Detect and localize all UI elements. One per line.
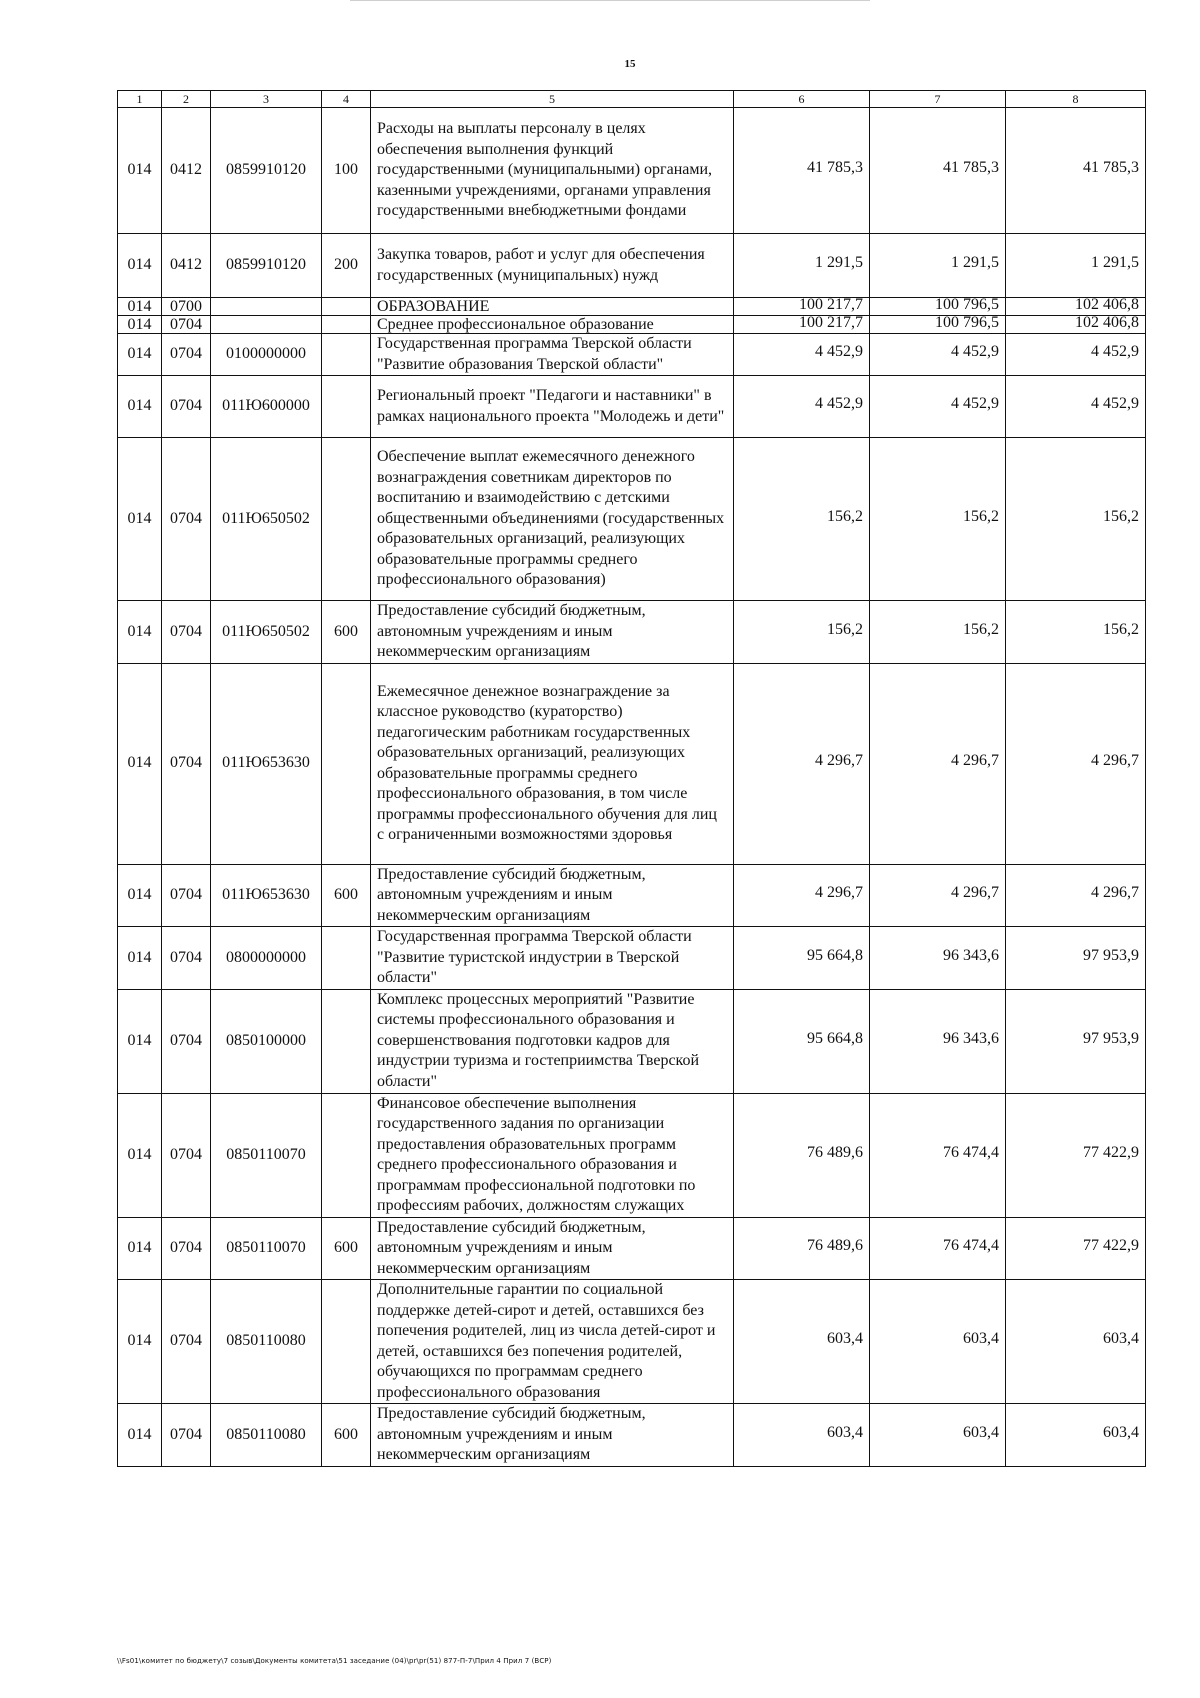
cell-ministry-code-text: 014 <box>127 1239 152 1256</box>
cell-target-article <box>211 316 322 334</box>
cell-target-article <box>211 601 322 664</box>
cell-amount-col6-text: 4 452,9 <box>815 395 863 413</box>
cell-section-code-text: 0704 <box>170 1425 202 1443</box>
cell-description-text: Государственная программа Тверской области "Развитие туристской индустрии в Тверской области" <box>377 928 692 986</box>
cell-expense-type <box>322 1280 371 1404</box>
cell-ministry-code-text: 014 <box>127 1145 152 1163</box>
cell-amount-col6 <box>734 864 870 927</box>
cell-amount-col7 <box>870 1217 1006 1280</box>
cell-amount-col8-text: 97 953,9 <box>1083 1029 1139 1047</box>
cell-ministry-code-text: 014 <box>127 886 152 903</box>
cell-target-article <box>211 334 322 376</box>
cell-expense-type <box>322 989 371 1093</box>
cell-expense-type <box>322 438 371 601</box>
cell-amount-col8 <box>1006 927 1146 990</box>
cell-amount-col8-text: 4 296,7 <box>1091 752 1139 770</box>
cell-amount-col8 <box>1006 108 1146 234</box>
cell-section-code <box>162 438 211 601</box>
cell-amount-col7 <box>870 234 1006 298</box>
cell-amount-col6 <box>734 298 870 316</box>
table-row <box>118 601 1146 664</box>
table-body <box>118 108 1146 1467</box>
cell-amount-col7-text: 4 296,7 <box>951 752 999 770</box>
cell-amount-col6-text: 4 296,7 <box>815 884 863 901</box>
cell-ministry-code <box>118 376 162 438</box>
cell-target-article-text: 0850110070 <box>226 1145 306 1163</box>
cell-amount-col8-text: 102 406,8 <box>1075 296 1139 313</box>
header-cell-2: 2 <box>162 91 211 108</box>
cell-ministry-code-text: 014 <box>127 1332 152 1350</box>
cell-amount-col7-text: 156,2 <box>963 507 999 525</box>
cell-description <box>371 438 734 601</box>
table-row <box>118 298 1146 316</box>
cell-amount-col8-text: 4 296,7 <box>1091 884 1139 901</box>
cell-target-article-text: 011Ю650502 <box>222 509 310 527</box>
cell-ministry-code <box>118 234 162 298</box>
cell-section-code <box>162 316 211 334</box>
cell-ministry-code <box>118 334 162 376</box>
cell-section-code <box>162 234 211 298</box>
cell-section-code <box>162 663 211 864</box>
cell-description-text: ОБРАЗОВАНИЕ <box>377 298 490 315</box>
cell-ministry-code-text: 014 <box>127 316 152 333</box>
cell-amount-col6-text: 4 452,9 <box>815 343 863 361</box>
cell-ministry-code <box>118 108 162 234</box>
cell-section-code-text: 0704 <box>170 1239 202 1256</box>
cell-target-article <box>211 864 322 927</box>
cell-amount-col7 <box>870 108 1006 234</box>
cell-target-article-text: 0850100000 <box>226 1031 306 1049</box>
cell-amount-col6-text: 1 291,5 <box>815 254 863 272</box>
cell-expense-type-text: 600 <box>334 886 358 903</box>
cell-amount-col6-text: 156,2 <box>827 507 863 525</box>
cell-description-text: Предоставление субсидий бюджетным, автономным учреждениям и иным некоммерческим организациям <box>377 1218 646 1277</box>
cell-target-article <box>211 989 322 1093</box>
cell-amount-col8 <box>1006 438 1146 601</box>
cell-section-code-text: 0700 <box>170 298 202 315</box>
cell-description <box>371 334 734 376</box>
cell-section-code <box>162 601 211 664</box>
header-cell-4: 4 <box>322 91 371 108</box>
cell-description-text: Финансовое обеспечение выполнения государственного задания по организации предоставления образовательных программ среднего профессионального образования и программам профессиональной подготовки по профессиям рабочих, должностям служащих <box>377 1094 696 1214</box>
cell-target-article <box>211 438 322 601</box>
cell-amount-col7-text: 4 296,7 <box>951 884 999 901</box>
cell-expense-type-text: 600 <box>334 622 358 640</box>
header-cell-8: 8 <box>1006 91 1146 108</box>
header-row <box>118 91 1146 108</box>
table-row <box>118 108 1146 234</box>
cell-amount-col8 <box>1006 1404 1146 1467</box>
cell-amount-col8-text: 603,4 <box>1103 1423 1139 1441</box>
cell-section-code-text: 0704 <box>170 948 202 966</box>
cell-ministry-code-text: 014 <box>127 256 152 274</box>
cell-expense-type <box>322 108 371 234</box>
cell-amount-col7-text: 76 474,4 <box>943 1237 999 1254</box>
cell-amount-col7 <box>870 1280 1006 1404</box>
cell-amount-col7 <box>870 334 1006 376</box>
cell-amount-col8 <box>1006 234 1146 298</box>
cell-amount-col6 <box>734 663 870 864</box>
cell-ministry-code-text: 014 <box>127 298 152 315</box>
cell-target-article <box>211 663 322 864</box>
cell-section-code-text: 0704 <box>170 622 202 640</box>
cell-section-code-text: 0412 <box>170 161 202 179</box>
cell-section-code-text: 0704 <box>170 316 202 333</box>
cell-expense-type <box>322 334 371 376</box>
page-number: 15 <box>624 58 636 70</box>
cell-amount-col6-text: 4 296,7 <box>815 752 863 770</box>
cell-amount-col8 <box>1006 298 1146 316</box>
cell-amount-col6-text: 603,4 <box>827 1423 863 1441</box>
cell-section-code <box>162 376 211 438</box>
cell-amount-col6-text: 603,4 <box>827 1330 863 1348</box>
cell-section-code-text: 0704 <box>170 1145 202 1163</box>
cell-amount-col8 <box>1006 864 1146 927</box>
cell-description-text: Среднее профессиональное образование <box>377 316 654 333</box>
cell-amount-col7-text: 603,4 <box>963 1330 999 1348</box>
cell-expense-type <box>322 601 371 664</box>
cell-ministry-code <box>118 864 162 927</box>
cell-section-code <box>162 1280 211 1404</box>
cell-section-code <box>162 1404 211 1467</box>
cell-amount-col8 <box>1006 334 1146 376</box>
cell-amount-col6 <box>734 334 870 376</box>
table-row <box>118 989 1146 1093</box>
cell-amount-col7 <box>870 989 1006 1093</box>
cell-amount-col7-text: 96 343,6 <box>943 946 999 964</box>
table-row <box>118 376 1146 438</box>
table-row <box>118 1280 1146 1404</box>
cell-description-text: Предоставление субсидий бюджетным, автономным учреждениям и иным некоммерческим организациям <box>377 1405 646 1463</box>
cell-target-article <box>211 108 322 234</box>
cell-description-text: Комплекс процессных мероприятий "Развитие системы профессионального образования и совершенствования подготовки кадров для индустрии туризма и гостеприимства Тверской области" <box>377 990 700 1090</box>
cell-description <box>371 601 734 664</box>
cell-target-article <box>211 376 322 438</box>
cell-ministry-code-text: 014 <box>127 754 152 772</box>
cell-amount-col7 <box>870 376 1006 438</box>
cell-amount-col8 <box>1006 601 1146 664</box>
cell-expense-type-text: 600 <box>334 1425 358 1443</box>
cell-amount-col7-text: 76 474,4 <box>943 1143 999 1161</box>
cell-expense-type <box>322 1217 371 1280</box>
cell-amount-col6 <box>734 376 870 438</box>
cell-amount-col6-text: 41 785,3 <box>807 159 863 177</box>
cell-section-code-text: 0704 <box>170 754 202 772</box>
cell-expense-type <box>322 1093 371 1217</box>
cell-section-code <box>162 1217 211 1280</box>
cell-ministry-code <box>118 1280 162 1404</box>
header-cell-6: 6 <box>734 91 870 108</box>
cell-amount-col6 <box>734 108 870 234</box>
cell-amount-col6 <box>734 989 870 1093</box>
cell-amount-col6-text: 76 489,6 <box>807 1237 863 1254</box>
cell-amount-col7 <box>870 927 1006 990</box>
cell-amount-col6 <box>734 927 870 990</box>
table-row <box>118 234 1146 298</box>
table-row <box>118 438 1146 601</box>
cell-amount-col7 <box>870 298 1006 316</box>
cell-target-article-text: 0800000000 <box>226 948 306 966</box>
cell-ministry-code <box>118 927 162 990</box>
cell-expense-type-text: 100 <box>334 161 358 179</box>
cell-target-article <box>211 234 322 298</box>
cell-description-text: Закупка товаров, работ и услуг для обеспечения государственных (муниципальных) нужд <box>377 246 705 284</box>
cell-target-article-text: 011Ю600000 <box>222 397 310 415</box>
cell-section-code <box>162 1093 211 1217</box>
cell-section-code <box>162 864 211 927</box>
cell-amount-col8-text: 1 291,5 <box>1091 254 1139 272</box>
cell-amount-col8 <box>1006 1093 1146 1217</box>
cell-amount-col8-text: 156,2 <box>1103 620 1139 638</box>
table-row <box>118 864 1146 927</box>
cell-description-text: Обеспечение выплат ежемесячного денежного вознаграждения советникам директоров по воспитанию и взаимодействию с детскими общественными объединениями (государственных образовательных организаций, реализующих образовательные программы среднего профессионального образования) <box>377 448 725 589</box>
cell-description-text: Ежемесячное денежное вознаграждение за классное руководство (кураторство) педагогическим работникам государственных образовательных организаций, реализующих образовательные программы среднего профессионального образования, в том числе программы профессионального обучения для лиц с ограниченными возможностями здоровья <box>377 682 717 843</box>
cell-target-article <box>211 1404 322 1467</box>
cell-description <box>371 298 734 316</box>
cell-amount-col7-text: 100 796,5 <box>935 296 999 313</box>
cell-section-code-text: 0704 <box>170 886 202 903</box>
cell-ministry-code-text: 014 <box>127 397 152 415</box>
cell-section-code <box>162 334 211 376</box>
header-cell-1: 1 <box>118 91 162 108</box>
cell-ministry-code-text: 014 <box>127 1425 152 1443</box>
cell-ministry-code <box>118 1217 162 1280</box>
cell-amount-col8-text: 4 452,9 <box>1091 343 1139 361</box>
cell-amount-col7 <box>870 316 1006 334</box>
cell-target-article <box>211 1280 322 1404</box>
cell-amount-col7-text: 1 291,5 <box>951 254 999 272</box>
cell-ministry-code-text: 014 <box>127 161 152 179</box>
cell-target-article <box>211 927 322 990</box>
cell-target-article-text: 011Ю653630 <box>222 886 310 903</box>
cell-description <box>371 1280 734 1404</box>
cell-amount-col8-text: 41 785,3 <box>1083 159 1139 177</box>
cell-description <box>371 108 734 234</box>
cell-amount-col8 <box>1006 316 1146 334</box>
cell-amount-col6 <box>734 1093 870 1217</box>
table-row <box>118 927 1146 990</box>
cell-section-code-text: 0704 <box>170 1332 202 1350</box>
cell-amount-col7-text: 603,4 <box>963 1423 999 1441</box>
cell-amount-col8 <box>1006 989 1146 1093</box>
cell-amount-col8 <box>1006 663 1146 864</box>
header-cell-7: 7 <box>870 91 1006 108</box>
cell-target-article <box>211 1217 322 1280</box>
cell-target-article-text: 0859910120 <box>226 256 306 274</box>
cell-amount-col6 <box>734 234 870 298</box>
cell-amount-col6 <box>734 601 870 664</box>
cell-description <box>371 989 734 1093</box>
cell-amount-col6-text: 95 664,8 <box>807 946 863 964</box>
cell-amount-col6 <box>734 316 870 334</box>
cell-amount-col8-text: 156,2 <box>1103 507 1139 525</box>
cell-target-article-text: 0850110070 <box>226 1239 306 1256</box>
cell-expense-type-text: 200 <box>334 256 358 274</box>
cell-ministry-code <box>118 663 162 864</box>
cell-description <box>371 316 734 334</box>
cell-expense-type <box>322 927 371 990</box>
cell-ministry-code <box>118 298 162 316</box>
cell-amount-col8 <box>1006 376 1146 438</box>
cell-expense-type <box>322 234 371 298</box>
cell-description-text: Предоставление субсидий бюджетным, автономным учреждениям и иным некоммерческим организациям <box>377 865 646 924</box>
cell-amount-col7-text: 41 785,3 <box>943 159 999 177</box>
cell-section-code-text: 0412 <box>170 256 202 274</box>
cell-amount-col7-text: 96 343,6 <box>943 1029 999 1047</box>
table-row <box>118 316 1146 334</box>
cell-description <box>371 927 734 990</box>
cell-ministry-code-text: 014 <box>127 509 152 527</box>
cell-amount-col6-text: 156,2 <box>827 620 863 638</box>
table-row <box>118 1093 1146 1217</box>
cell-expense-type <box>322 864 371 927</box>
cell-description-text: Предоставление субсидий бюджетным, автономным учреждениям и иным некоммерческим организациям <box>377 602 646 660</box>
header-cell-3: 3 <box>211 91 322 108</box>
cell-amount-col7-text: 156,2 <box>963 620 999 638</box>
cell-ministry-code <box>118 316 162 334</box>
cell-target-article-text: 0850110080 <box>226 1425 306 1443</box>
cell-expense-type <box>322 376 371 438</box>
cell-ministry-code-text: 014 <box>127 622 152 640</box>
cell-description-text: Дополнительные гарантии по социальной поддержке детей-сирот и детей, оставшихся без попечения родителей, лиц из числа детей-сирот и детей, оставшихся без попечения родителей, обучающихся по программам среднего профессионального образования <box>377 1281 716 1401</box>
cell-amount-col8 <box>1006 1217 1146 1280</box>
cell-amount-col7 <box>870 663 1006 864</box>
cell-amount-col7-text: 4 452,9 <box>951 395 999 413</box>
cell-target-article-text: 0100000000 <box>226 345 306 363</box>
cell-ministry-code <box>118 601 162 664</box>
cell-amount-col6-text: 100 217,7 <box>799 314 863 331</box>
cell-amount-col7 <box>870 864 1006 927</box>
cell-amount-col6 <box>734 1404 870 1467</box>
cell-ministry-code <box>118 1093 162 1217</box>
cell-section-code-text: 0704 <box>170 345 202 363</box>
cell-amount-col8-text: 97 953,9 <box>1083 946 1139 964</box>
cell-section-code-text: 0704 <box>170 397 202 415</box>
cell-description <box>371 1093 734 1217</box>
cell-description <box>371 376 734 438</box>
cell-expense-type <box>322 298 371 316</box>
cell-amount-col6 <box>734 438 870 601</box>
cell-amount-col7-text: 4 452,9 <box>951 343 999 361</box>
cell-section-code-text: 0704 <box>170 509 202 527</box>
cell-ministry-code <box>118 989 162 1093</box>
cell-ministry-code-text: 014 <box>127 948 152 966</box>
cell-section-code-text: 0704 <box>170 1031 202 1049</box>
cell-description-text: Региональный проект "Педагоги и наставники" в рамках национального проекта "Молодежь и дети" <box>377 387 725 425</box>
cell-section-code <box>162 298 211 316</box>
cell-amount-col6 <box>734 1217 870 1280</box>
cell-amount-col8 <box>1006 1280 1146 1404</box>
cell-expense-type-text: 600 <box>334 1239 358 1256</box>
cell-section-code <box>162 108 211 234</box>
cell-target-article-text: 0859910120 <box>226 161 306 179</box>
cell-description <box>371 234 734 298</box>
cell-target-article <box>211 298 322 316</box>
cell-description <box>371 1404 734 1467</box>
cell-target-article-text: 0850110080 <box>226 1332 306 1350</box>
cell-amount-col8-text: 77 422,9 <box>1083 1143 1139 1161</box>
cell-amount-col7 <box>870 601 1006 664</box>
cell-amount-col6-text: 95 664,8 <box>807 1029 863 1047</box>
cell-section-code <box>162 927 211 990</box>
cell-description-text: Расходы на выплаты персоналу в целях обеспечения выполнения функций государственными (муниципальными) органами, казенными учреждениями, органами управления государственными внебюджетными фондами <box>377 120 713 220</box>
header-cell-5: 5 <box>371 91 734 108</box>
cell-expense-type <box>322 1404 371 1467</box>
cell-ministry-code <box>118 1404 162 1467</box>
table-row <box>118 1404 1146 1467</box>
cell-expense-type <box>322 663 371 864</box>
footer-file-path: \\Fs01\комитет по бюджету\7 созыв\Документы комитета\51 заседание (04)\pr\pr(51) 877-П-7\Прил 4 Прил 7 (ВСР) <box>117 1657 552 1665</box>
scan-top-rule <box>350 0 870 1</box>
cell-section-code <box>162 989 211 1093</box>
cell-amount-col7 <box>870 438 1006 601</box>
cell-amount-col7-text: 100 796,5 <box>935 314 999 331</box>
cell-target-article <box>211 1093 322 1217</box>
budget-table <box>117 90 1146 1467</box>
cell-amount-col7 <box>870 1404 1006 1467</box>
cell-description <box>371 663 734 864</box>
cell-description <box>371 1217 734 1280</box>
cell-ministry-code <box>118 438 162 601</box>
table-row <box>118 1217 1146 1280</box>
table-row <box>118 334 1146 376</box>
cell-amount-col8-text: 77 422,9 <box>1083 1237 1139 1254</box>
cell-amount-col8-text: 603,4 <box>1103 1330 1139 1348</box>
cell-amount-col8-text: 4 452,9 <box>1091 395 1139 413</box>
cell-amount-col6 <box>734 1280 870 1404</box>
cell-amount-col6-text: 100 217,7 <box>799 296 863 313</box>
cell-description <box>371 864 734 927</box>
cell-ministry-code-text: 014 <box>127 1031 152 1049</box>
cell-ministry-code-text: 014 <box>127 345 152 363</box>
cell-amount-col8-text: 102 406,8 <box>1075 314 1139 331</box>
cell-expense-type <box>322 316 371 334</box>
cell-target-article-text: 011Ю650502 <box>222 622 310 640</box>
table-row <box>118 663 1146 864</box>
cell-amount-col6-text: 76 489,6 <box>807 1143 863 1161</box>
cell-target-article-text: 011Ю653630 <box>222 754 310 772</box>
cell-amount-col7 <box>870 1093 1006 1217</box>
cell-description-text: Государственная программа Тверской области "Развитие образования Тверской области" <box>377 335 692 373</box>
